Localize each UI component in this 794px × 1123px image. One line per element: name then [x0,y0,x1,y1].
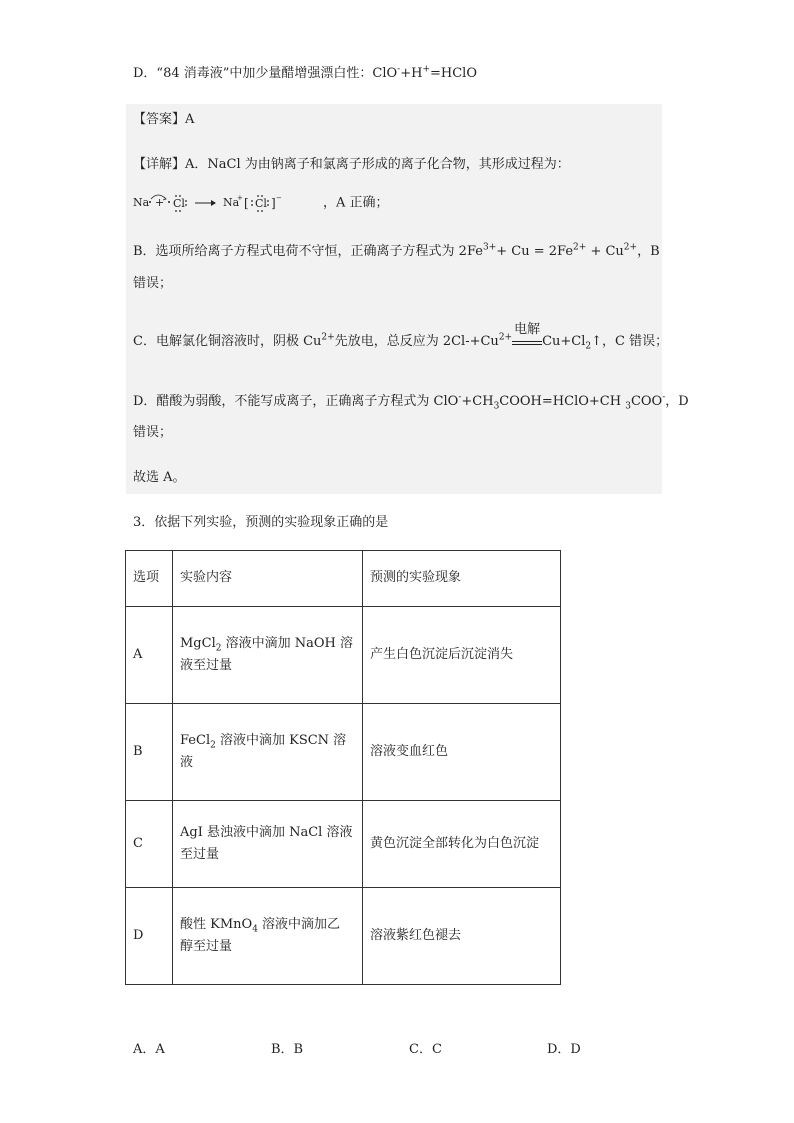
row-result: 溶液变血红色 [363,704,561,801]
choice-b[interactable]: B．B [271,1042,304,1057]
b-explanation: B．选项所给离子方程式电荷不守恒，正确离子方程式为 $2Fe^{3+}+ Cu = 2Fe^{2+} + Cu^{2+}$，B [133,242,660,259]
experiment-table [125,550,561,985]
row-result: 产生白色沉淀后沉淀消失 [363,607,561,704]
b-explanation-cont: 错误； [133,276,173,291]
svg-text:+: + [237,194,243,202]
row-option: A [126,607,173,704]
formation-process [133,192,389,214]
svg-text:+: + [155,196,165,209]
row-content: MgCl$_2$ 溶液中滴加 NaOH 溶 液至过量 [173,607,363,704]
svg-text:Na: Na [223,196,240,209]
question-stem: 3．依据下列实验，预测的实验现象正确的是 [133,515,389,530]
d-explanation-cont: 错误； [133,425,173,440]
prev-option-d: D．“84 消毒液”中加少量醋增强漂白性：ClO-+H+=HClO [133,64,477,81]
table-header-row [126,551,561,607]
row-result: 黄色沉淀全部转化为白色沉淀 [363,801,561,888]
svg-text:]: ] [271,196,276,210]
svg-text:Cl: Cl [255,197,267,210]
row-option: D [126,888,173,985]
conclusion: 故选 A。 [133,470,186,485]
svg-text:−: − [276,194,282,202]
formation-tail: ，A 正确； [323,195,389,211]
table-row [126,888,561,985]
header-content: 实验内容 [173,551,363,607]
choice-a[interactable]: A．A [133,1042,165,1057]
detail-intro: 【详解】A．NaCl 为由钠离子和氯离子形成的离子化合物，其形成过程为： [133,157,570,172]
choice-d[interactable]: D．D [547,1042,581,1057]
c-explanation: C．电解氯化铜溶液时，阴极 $Cu^{2+}$先放电，总反应为 $2Cl-+Cu^{2+}$ 电解 $Cu+Cl_2↑$，C 错误； [133,321,669,352]
row-content: 酸性 KMnO$_4$ 溶液中滴加乙 醇至过量 [173,888,363,985]
electron-dot-formula [133,192,323,214]
table-row [126,801,561,888]
row-result: 溶液紫红色褪去 [363,888,561,985]
answer-line: 【答案】A [133,112,195,127]
table-row [126,607,561,704]
row-option: C [126,801,173,888]
row-content: FeCl$_2$ 溶液中滴加 KSCN 溶 液 [173,704,363,801]
header-option: 选项 [126,551,173,607]
row-option: B [126,704,173,801]
electrolysis-arrow: 电解 [512,335,542,349]
header-result: 预测的实验现象 [363,551,561,607]
svg-text:[: [ [244,196,249,210]
svg-text:Na: Na [133,196,150,209]
choice-c[interactable]: C．C [409,1042,442,1057]
table-row [126,704,561,801]
d-explanation: D．醋酸为弱酸，不能写成离子，正确离子方程式为 $ClO^-+CH_3COOH=HClO+CH$ $_3$COO-，D [133,392,689,412]
row-content: AgI 悬浊液中滴加 NaCl 溶液 至过量 [173,801,363,888]
svg-text:Cl: Cl [173,197,185,210]
